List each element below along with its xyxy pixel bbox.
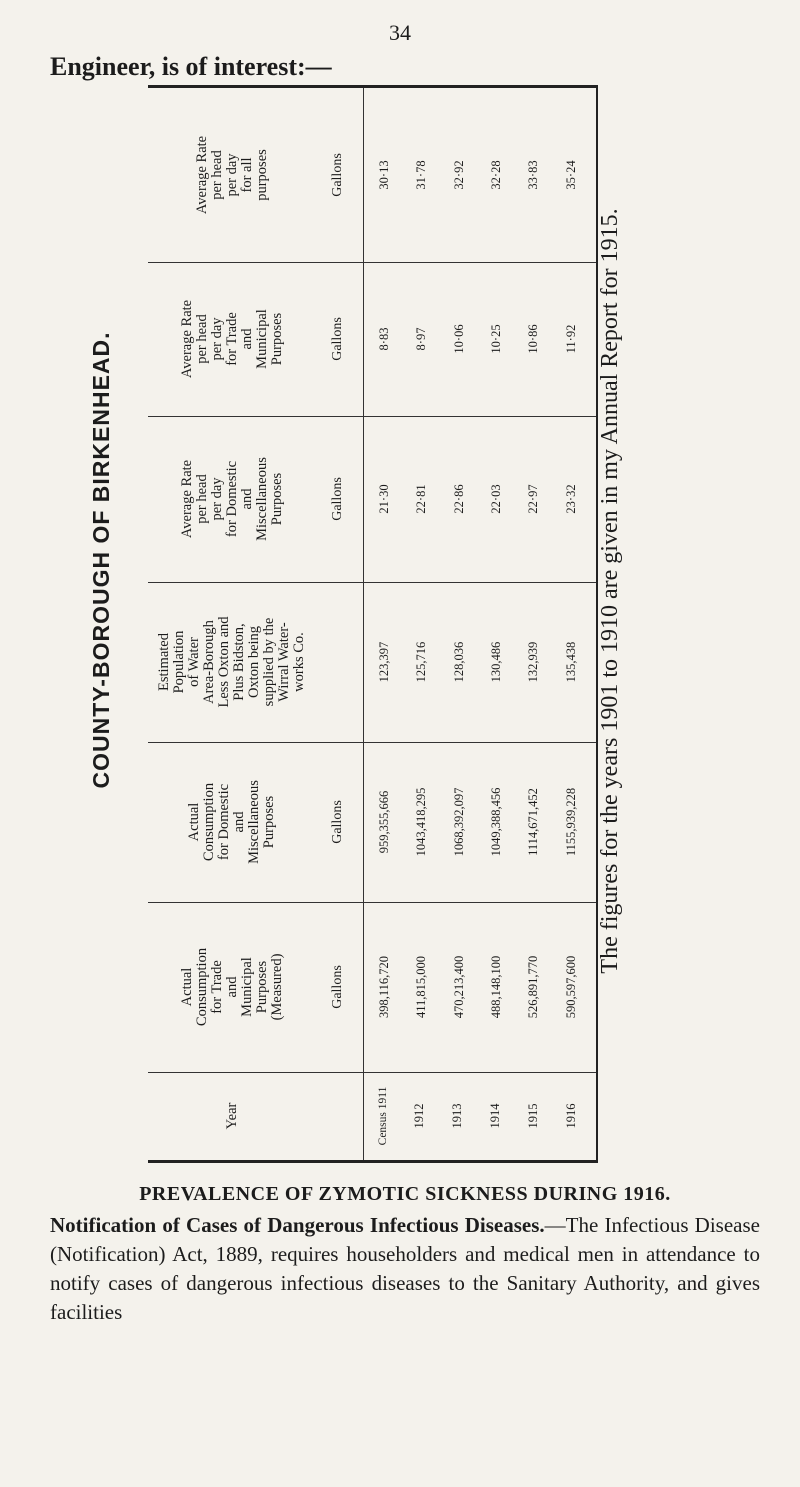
table-cell: 132,939 bbox=[526, 641, 541, 683]
column-header-line: Purposes bbox=[261, 795, 277, 849]
table-cell: 1043,418,295 bbox=[414, 787, 429, 857]
column-header-line: for Domestic bbox=[216, 783, 232, 861]
column-header-line: of Water bbox=[186, 637, 202, 687]
table-cell: 1913 bbox=[450, 1103, 465, 1129]
column-header-line: per head bbox=[193, 314, 210, 364]
table-cell: 31·78 bbox=[414, 160, 429, 190]
column-header-line: per head bbox=[193, 474, 210, 524]
table-cell: 22·03 bbox=[489, 484, 504, 514]
section-lead: Notification of Cases of Dangerous Infectious Diseases. bbox=[50, 1213, 545, 1237]
column-unit: Gallons bbox=[330, 153, 345, 197]
table-cell: 1915 bbox=[525, 1103, 540, 1129]
table-cell: 23·32 bbox=[563, 484, 578, 514]
column-header-2 bbox=[152, 262, 312, 416]
column-header-line: Wirral Water- bbox=[276, 622, 292, 702]
column-header-line: Less Oxton and bbox=[216, 616, 232, 708]
page-number: 34 bbox=[389, 20, 411, 45]
column-header-4 bbox=[152, 582, 312, 742]
column-header-line: Average Rate bbox=[193, 135, 210, 215]
column-header-1 bbox=[152, 88, 312, 262]
side-title: COUNTY-BOROUGH OF BIRKENHEAD. bbox=[88, 331, 114, 789]
column-unit bbox=[316, 1072, 360, 1160]
table-cell: 125,716 bbox=[414, 641, 429, 683]
table-cell: 590,597,600 bbox=[563, 955, 578, 1019]
table-cell: 470,213,400 bbox=[451, 955, 466, 1019]
column-header-line: per day bbox=[223, 153, 240, 197]
table-cell: 33·83 bbox=[526, 160, 541, 190]
table-cell: 35·24 bbox=[563, 160, 578, 190]
table-cell: 488,148,100 bbox=[489, 955, 504, 1019]
column-header-line: per head bbox=[208, 150, 225, 200]
column-header-line: Consumption bbox=[201, 782, 217, 862]
column-header-line: and bbox=[223, 976, 240, 998]
table-cell: 8·97 bbox=[414, 327, 429, 351]
table-cell: 123,397 bbox=[377, 641, 392, 683]
column-header-line: and bbox=[238, 328, 255, 350]
column-unit: Gallons bbox=[330, 965, 345, 1009]
column-unit bbox=[316, 582, 360, 742]
column-header-5 bbox=[152, 742, 312, 902]
column-header-line: Consumption bbox=[193, 947, 210, 1027]
column-header-line: for Trade bbox=[223, 312, 240, 366]
column-unit: Gallons bbox=[330, 800, 345, 844]
table-cell: 10·86 bbox=[526, 324, 541, 354]
column-header-line: Area-Borough bbox=[201, 620, 217, 704]
section-body: —The Infectious Disease (Notification) Act, 1889, requires householders and medical men in attendance to notify cases of dangerous infectious diseases to the Sanitary Authority, and gives facilities bbox=[50, 1213, 760, 1324]
side-note: The figures for the years 1901 to 1910 are given in my Annual Report for 1915. bbox=[597, 208, 623, 974]
column-header-line: Estimated bbox=[156, 633, 172, 691]
table-cell: 411,815,000 bbox=[414, 955, 429, 1019]
column-unit: Gallons bbox=[330, 317, 345, 361]
column-header-line: Municipal bbox=[253, 309, 270, 369]
column-header-line: for all bbox=[238, 157, 255, 193]
column-header-line: Purposes bbox=[253, 960, 270, 1014]
water-consumption-table bbox=[148, 85, 598, 1163]
table-cell: 1114,671,452 bbox=[526, 788, 541, 856]
column-header-line: Average Rate bbox=[178, 299, 195, 379]
column-header-line: works Co. bbox=[291, 632, 307, 692]
column-header-line: Purposes bbox=[268, 472, 285, 526]
column-header-line: per day bbox=[208, 317, 225, 361]
column-header-line: and bbox=[231, 811, 247, 833]
table-cell: 32·28 bbox=[489, 160, 504, 190]
column-unit: Gallons bbox=[330, 477, 345, 521]
column-header-line: Actual bbox=[186, 802, 202, 842]
table-cell: 10·25 bbox=[489, 324, 504, 354]
column-header-line: for Domestic bbox=[223, 460, 240, 538]
column-header-line: per day bbox=[208, 477, 225, 521]
table-cell: 22·97 bbox=[526, 484, 541, 514]
column-header-line: Plus Bidston, bbox=[231, 623, 247, 701]
table-cell: Census 1911 bbox=[377, 1086, 390, 1146]
column-header-line: Municipal bbox=[238, 957, 255, 1017]
column-header-line: Oxton being bbox=[246, 625, 262, 699]
column-header-line: Miscellaneous bbox=[253, 457, 270, 541]
table-cell: 526,891,770 bbox=[526, 955, 541, 1019]
table-cell: 1916 bbox=[563, 1103, 578, 1129]
table-cell: 32·92 bbox=[451, 160, 466, 190]
table-cell: 8·83 bbox=[377, 327, 392, 351]
column-header-line: Actual bbox=[178, 967, 195, 1007]
table-cell: 1049,388,456 bbox=[489, 787, 504, 857]
section-paragraph bbox=[50, 1211, 760, 1327]
table-cell: 135,438 bbox=[563, 641, 578, 683]
table-cell: 30·13 bbox=[377, 160, 392, 190]
notification-section bbox=[50, 1180, 760, 1327]
table-cell: 21·30 bbox=[377, 484, 392, 514]
table-cell: 11·92 bbox=[563, 324, 578, 354]
column-header-7 bbox=[152, 1072, 312, 1160]
column-header-line: and bbox=[238, 488, 255, 510]
column-header-line: Year bbox=[223, 1102, 240, 1130]
column-header-line: Population bbox=[171, 630, 187, 694]
column-header-line: supplied by the bbox=[261, 617, 277, 707]
table-cell: 130,486 bbox=[489, 641, 504, 683]
table-cell: 10·06 bbox=[451, 324, 466, 354]
column-header-6 bbox=[152, 902, 312, 1072]
section-heading: PREVALENCE OF ZYMOTIC SICKNESS DURING 1916. bbox=[139, 1183, 671, 1205]
table-cell: 22·81 bbox=[414, 484, 429, 514]
column-header-line: Purposes bbox=[268, 312, 285, 366]
table-cell: 1068,392,097 bbox=[451, 787, 466, 857]
table-cell: 1914 bbox=[487, 1103, 502, 1129]
column-header-3 bbox=[152, 416, 312, 582]
column-header-line: Average Rate bbox=[178, 459, 195, 539]
table-cell: 128,036 bbox=[451, 641, 466, 683]
column-header-line: Miscellaneous bbox=[246, 780, 262, 864]
table-cell: 398,116,720 bbox=[377, 955, 392, 1019]
table-cell: 1912 bbox=[412, 1103, 427, 1129]
intro-text: Engineer, is of interest:— bbox=[50, 52, 332, 81]
column-header-line: (Measured) bbox=[268, 953, 285, 1021]
table-cell: 959,355,666 bbox=[377, 790, 392, 854]
column-header-line: for Trade bbox=[208, 960, 225, 1014]
column-header-line: purposes bbox=[253, 149, 270, 201]
table-cell: 22·86 bbox=[451, 484, 466, 514]
table-cell: 1155,939,228 bbox=[563, 787, 578, 857]
